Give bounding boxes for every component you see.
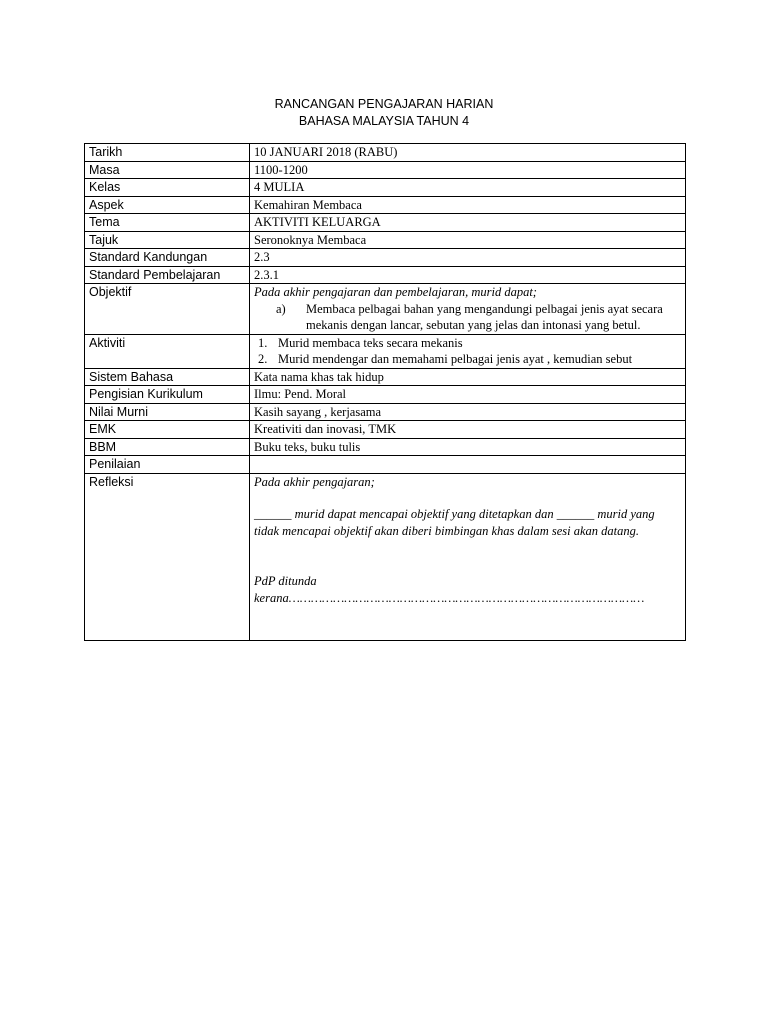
label-standard-pembelajaran: Standard Pembelajaran bbox=[85, 266, 250, 284]
label-tajuk: Tajuk bbox=[85, 231, 250, 249]
row-kelas bbox=[85, 179, 686, 197]
row-bbm bbox=[85, 438, 686, 456]
label-bbm: BBM bbox=[85, 438, 250, 456]
label-penilaian: Penilaian bbox=[85, 456, 250, 474]
label-refleksi: Refleksi bbox=[85, 473, 250, 640]
value-standard-pembelajaran: 2.3.1 bbox=[250, 266, 686, 284]
row-masa bbox=[85, 161, 686, 179]
label-masa: Masa bbox=[85, 161, 250, 179]
value-masa: 1100-1200 bbox=[250, 161, 686, 179]
aktiviti-item bbox=[254, 335, 681, 352]
row-tema bbox=[85, 214, 686, 232]
list-marker: 1. bbox=[258, 335, 268, 350]
row-standard-kandungan bbox=[85, 249, 686, 267]
document-title bbox=[0, 96, 768, 130]
refleksi-line-2: ______ murid dapat mencapai objektif yang ditetapkan dan ______ murid yang tidak mencapai objektif akan diberi bimbingan khas dalam sesi akan datang. bbox=[254, 507, 655, 538]
label-tema: Tema bbox=[85, 214, 250, 232]
aktiviti-item bbox=[254, 351, 681, 368]
value-kelas: 4 MULIA bbox=[250, 179, 686, 197]
label-tarikh: Tarikh bbox=[85, 144, 250, 162]
label-objektif: Objektif bbox=[85, 284, 250, 335]
value-bbm: Buku teks, buku tulis bbox=[250, 438, 686, 456]
list-marker: 2. bbox=[258, 352, 268, 366]
aktiviti-item-text: Murid mendengar dan memahami pelbagai jenis ayat , kemudian sebut bbox=[278, 352, 633, 366]
value-refleksi bbox=[250, 473, 686, 640]
value-standard-kandungan: 2.3 bbox=[250, 249, 686, 267]
value-objektif bbox=[250, 284, 686, 335]
value-tajuk: Seronoknya Membaca bbox=[250, 231, 686, 249]
label-aktiviti: Aktiviti bbox=[85, 334, 250, 368]
value-aspek: Kemahiran Membaca bbox=[250, 196, 686, 214]
row-penilaian bbox=[85, 456, 686, 474]
row-sistem-bahasa bbox=[85, 368, 686, 386]
value-penilaian bbox=[250, 456, 686, 474]
objektif-item bbox=[254, 301, 681, 334]
row-refleksi bbox=[85, 473, 686, 640]
row-standard-pembelajaran bbox=[85, 266, 686, 284]
value-emk: Kreativiti dan inovasi, TMK bbox=[250, 421, 686, 439]
list-marker: a) bbox=[276, 301, 286, 316]
aktiviti-item-text: Murid membaca teks secara mekanis bbox=[278, 335, 463, 350]
lesson-plan-table bbox=[84, 143, 686, 641]
label-nilai-murni: Nilai Murni bbox=[85, 403, 250, 421]
title-line-1: RANCANGAN PENGAJARAN HARIAN bbox=[274, 97, 494, 111]
label-kelas: Kelas bbox=[85, 179, 250, 197]
refleksi-line-1: Pada akhir pengajaran; bbox=[254, 474, 375, 489]
row-aspek bbox=[85, 196, 686, 214]
row-pengisian-kurikulum bbox=[85, 386, 686, 404]
objektif-list bbox=[254, 301, 681, 334]
label-aspek: Aspek bbox=[85, 196, 250, 214]
objektif-intro: Pada akhir pengajaran dan pembelajaran, murid dapat; bbox=[254, 285, 537, 299]
label-standard-kandungan: Standard Kandungan bbox=[85, 249, 250, 267]
title-line-2: BAHASA MALAYSIA TAHUN 4 bbox=[298, 114, 470, 128]
value-nilai-murni: Kasih sayang , kerjasama bbox=[250, 403, 686, 421]
aktiviti-list bbox=[254, 335, 681, 368]
value-pengisian-kurikulum: Ilmu: Pend. Moral bbox=[250, 386, 686, 404]
value-sistem-bahasa: Kata nama khas tak hidup bbox=[250, 368, 686, 386]
value-tarikh: 10 JANUARI 2018 (RABU) bbox=[250, 144, 686, 162]
objektif-item-text: Membaca pelbagai bahan yang mengandungi pelbagai jenis ayat secara mekanis dengan lancar, sebutan yang jelas dan intonasi yang betul. bbox=[306, 301, 663, 332]
row-emk bbox=[85, 421, 686, 439]
label-sistem-bahasa: Sistem Bahasa bbox=[85, 368, 250, 386]
row-objektif bbox=[85, 284, 686, 335]
refleksi-line-4: kerana…………………………………………………………………………………… bbox=[254, 590, 645, 605]
refleksi-line-3: PdP ditunda bbox=[254, 574, 317, 588]
value-tema: AKTIVITI KELUARGA bbox=[250, 214, 686, 232]
value-aktiviti bbox=[250, 334, 686, 368]
row-tarikh bbox=[85, 144, 686, 162]
row-nilai-murni bbox=[85, 403, 686, 421]
row-aktiviti bbox=[85, 334, 686, 368]
label-pengisian-kurikulum: Pengisian Kurikulum bbox=[85, 386, 250, 404]
row-tajuk bbox=[85, 231, 686, 249]
label-emk: EMK bbox=[85, 421, 250, 439]
